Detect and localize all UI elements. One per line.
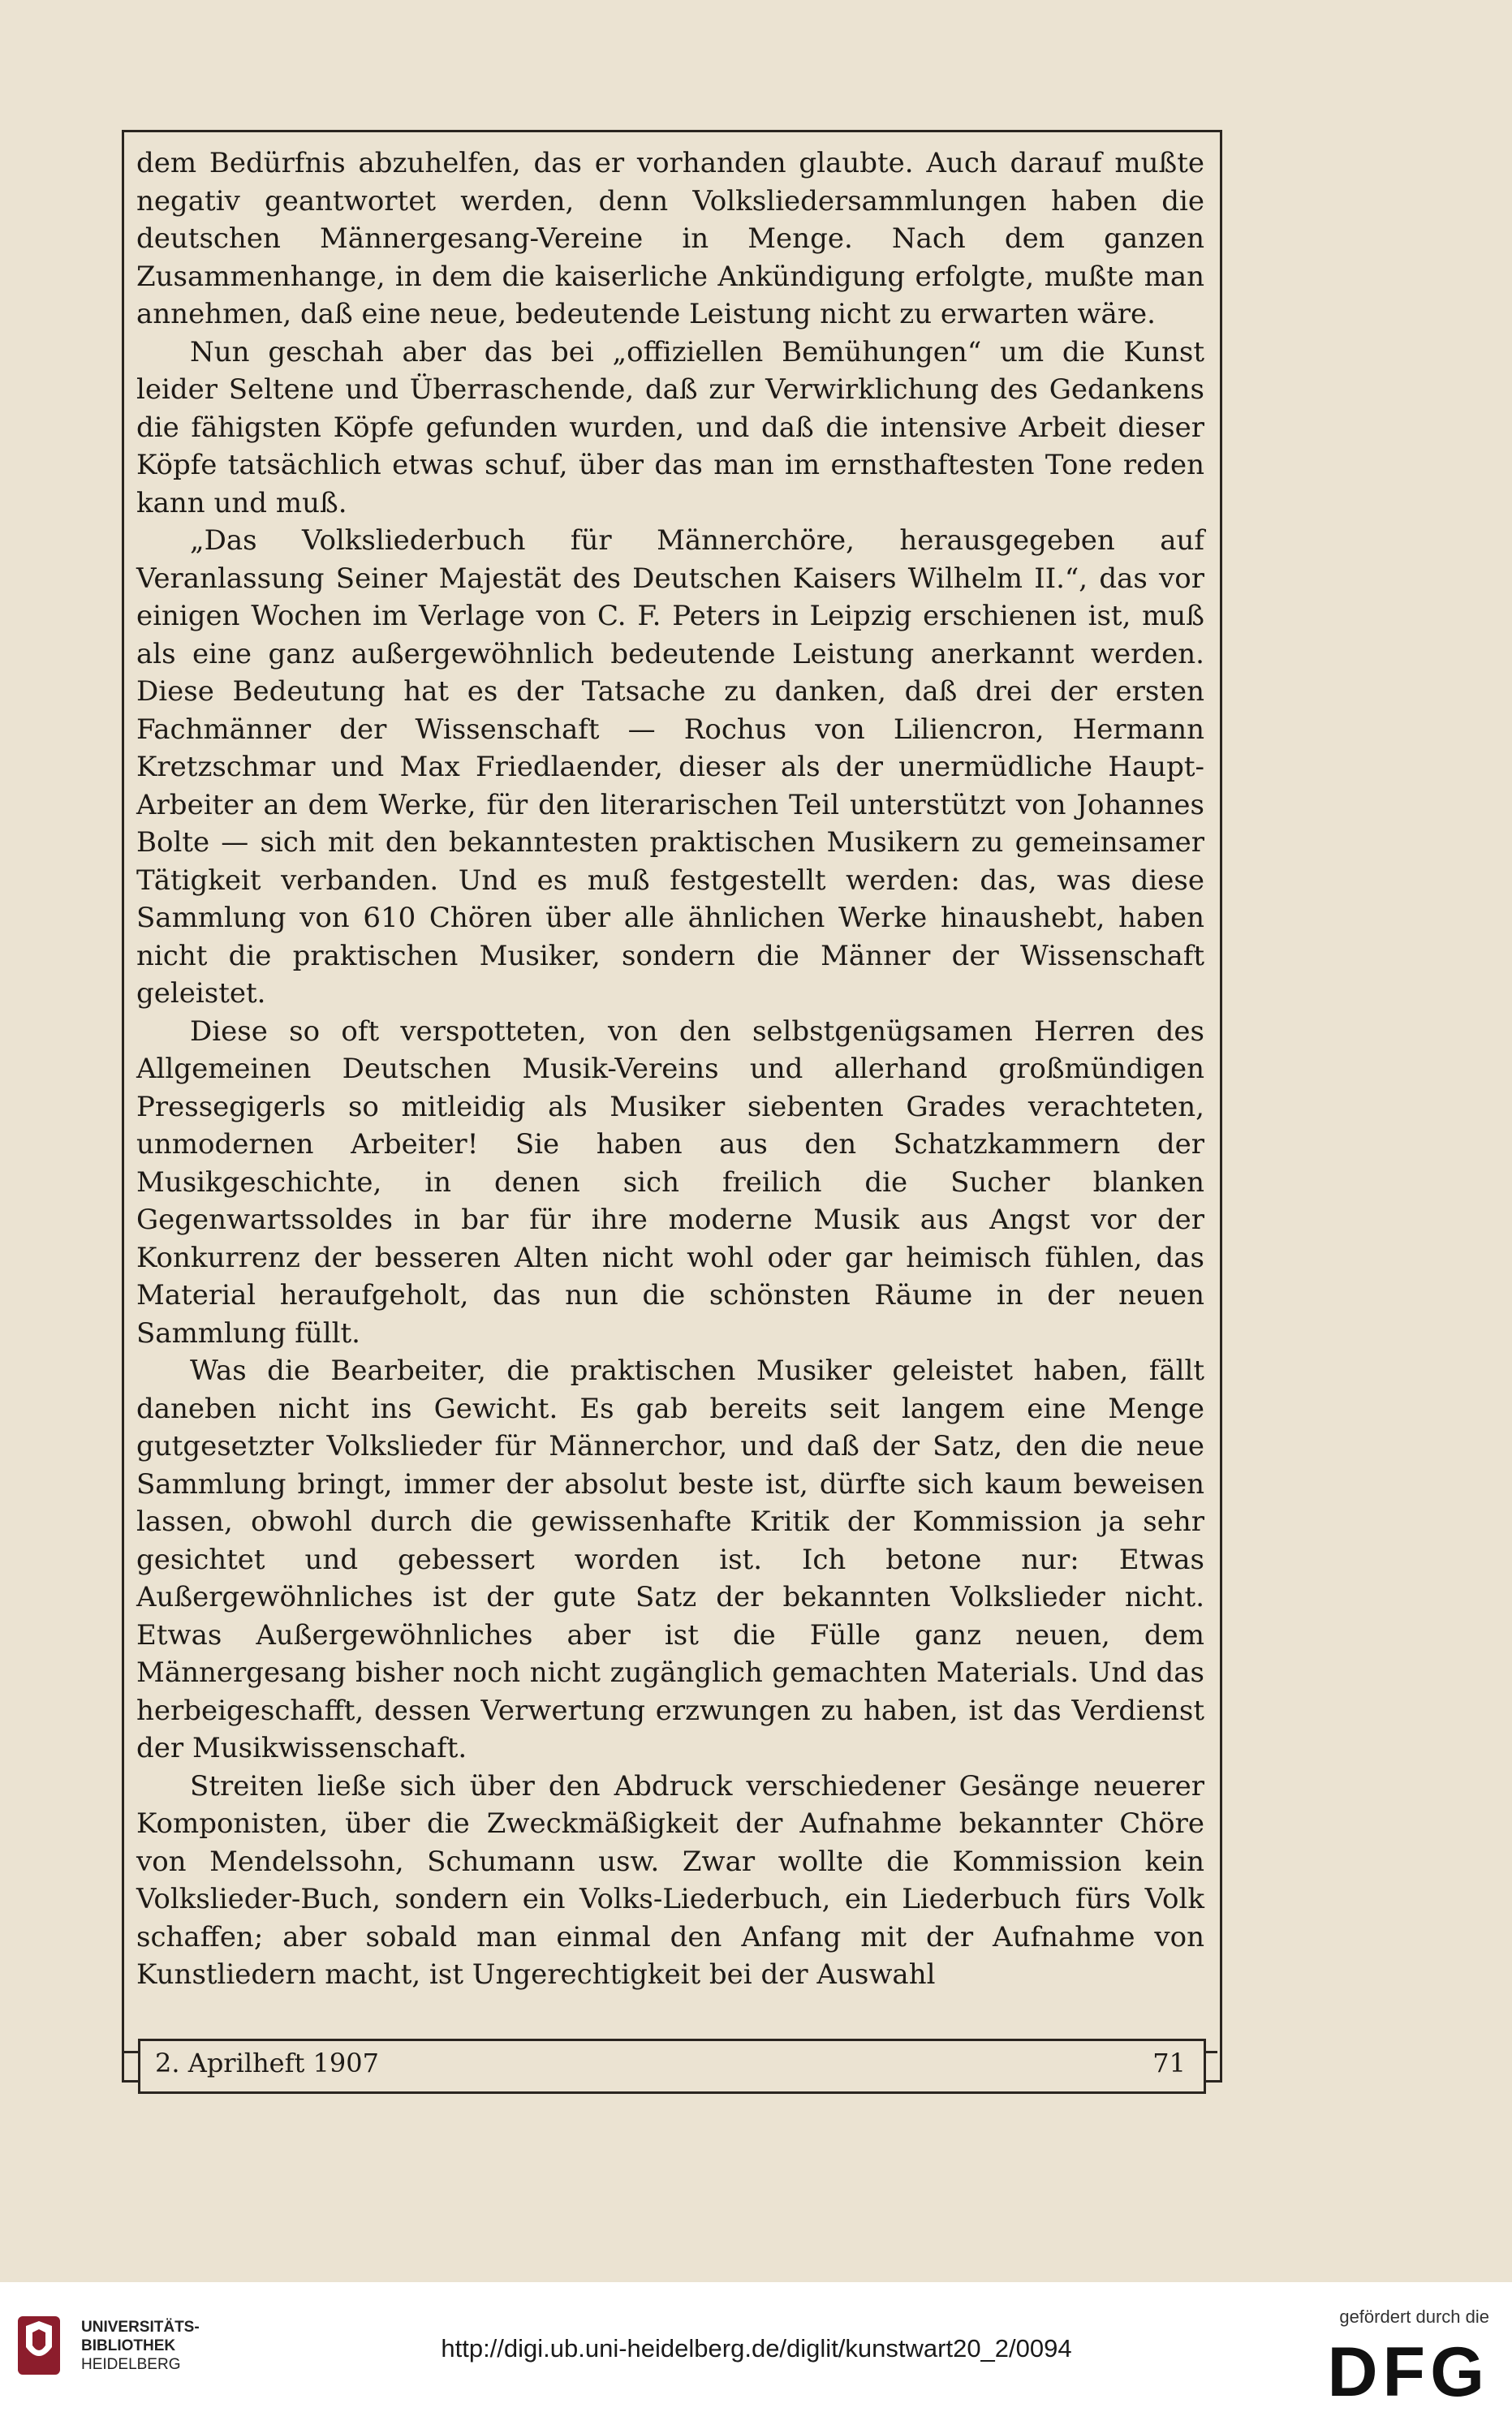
source-url[interactable]: http://digi.ub.uni-heidelberg.de/diglit/kunstwart20_2/0094 <box>441 2334 1072 2363</box>
paragraph-6: Streiten ließe sich über den Abdruck verschiedener Gesänge neuerer Komponisten, über die Zweckmäßigkeit der Aufnahme bekannter Chöre von Mendelssohn, Schumann usw. Zwar wollte die Kommission kein Volkslieder-Buch, sondern ein Volks-Liederbuch, ein Liederbuch fürs Volk schaffen; aber sobald man einmal den Anfang mit der Aufnahme von Kunstliedern macht, ist Ungerechtigkeit bei der Auswahl <box>136 1769 1204 1991</box>
digitization-bar <box>0 2282 1512 2425</box>
paragraph-3: „Das Volksliederbuch für Männerchöre, herausgegeben auf Veranlassung Seiner Majestät des Deutschen Kaisers Wilhelm II.“, das vor einigen Wochen im Verlage von C. F. Peters in Leipzig erschienen ist, muß als eine ganz außergewöhnlich bedeutende Leistung anerkannt werden. Diese Bedeutung hat es der Tatsache zu danken, daß drei der ersten Fachmänner der Wissenschaft — Rochus von Liliencron, Hermann Kretzschmar und Max Friedlaender, dieser als der unermüdliche Haupt-Arbeiter an dem Werke, für den literarischen Teil unterstützt von Johannes Bolte — sich mit den bekanntesten praktischen Musikern zu gemeinsamer Tätigkeit verbanden. Und es muß festgestellt werden: das, was diese Sammlung von 610 Chören über alle ähnlichen Werke hinaushebt, haben nicht die praktischen Musiker, sondern die Männer der Wissenschaft geleistet. <box>136 524 1204 1010</box>
page-number: 71 <box>1152 2048 1186 2078</box>
paragraph-1: dem Bedürfnis abzuhelfen, das er vorhanden glaubte. Auch darauf mußte negativ geantwortet werden, denn Volksliedersammlungen haben die deutschen Männergesang-Vereine in Menge. Nach dem ganzen Zusammenhange, in dem die kaiserliche Ankündigung erfolgte, mußte man annehmen, daß eine neue, bedeutende Leistung nicht zu erwarten wäre. <box>136 147 1204 330</box>
dfg-logo-icon: DFG <box>1327 2333 1489 2411</box>
paragraph-4: Diese so oft verspotteten, von den selbstgenügsamen Herren des Allgemeinen Deutschen Musik-Vereins und allerhand großmündigen Pressegigerls so mitleidig als Musiker siebenten Grades verachteten, unmodernen Arbeiter! Sie haben aus den Schatzkammern der Musikgeschichte, in denen sich freilich die Sucher blanken Gegenwartssoldes in bar für ihre moderne Musik aus Angst vor der Konkurrenz der besseren Alten nicht wohl oder gar heimisch fühlen, das Material heraufgeholt, das nun die schönsten Räume in der neuen Sammlung füllt. <box>136 1014 1204 1350</box>
library-name <box>81 2318 200 2374</box>
library-name-line-1: UNIVERSITÄTS- <box>81 2319 200 2336</box>
paragraph-5: Was die Bearbeiter, die praktischen Musiker geleistet haben, fällt daneben nicht ins Gewicht. Es gab bereits seit langem eine Menge gutgesetzter Volkslieder für Männerchor, und daß der Satz, den die neue Sammlung bringt, immer der absolut beste ist, dürfte sich kaum beweisen lassen, obwohl durch die gewissenhafte Kritik der Kommission ja sehr gesichtet und gebessert worden ist. Ich betone nur: Etwas Außergewöhnliches ist der gute Satz der bekannten Volkslieder nicht. Etwas Außergewöhnliches aber ist die Fülle ganz neuen, dem Männergesang bisher noch nicht zugänglich gemachten Materials. Und das herbeigeschafft, dessen Verwertung erzwungen zu haben, ist das Verdienst der Musikwissenschaft. <box>136 1355 1204 1764</box>
page-footer <box>138 2039 1206 2094</box>
article-text <box>136 144 1204 1994</box>
issue-label: 2. Aprilheft 1907 <box>155 2048 379 2078</box>
paragraph-2: Nun geschah aber das bei „offiziellen Bemühungen“ um die Kunst leider Seltene und Überraschende, daß zur Verwirklichung des Gedankens die fähigsten Köpfe gefunden wurden, und daß die intensive Arbeit dieser Köpfe tatsächlich etwas schuf, über das man im ernsthaftesten Tone reden kann und muß. <box>136 335 1204 519</box>
library-name-line-2: BIBLIOTHEK <box>81 2337 176 2354</box>
ub-heidelberg-logo-icon <box>15 2311 63 2380</box>
library-name-line-3: HEIDELBERG <box>81 2356 181 2373</box>
funding-caption: gefördert durch die <box>1339 2307 1489 2327</box>
